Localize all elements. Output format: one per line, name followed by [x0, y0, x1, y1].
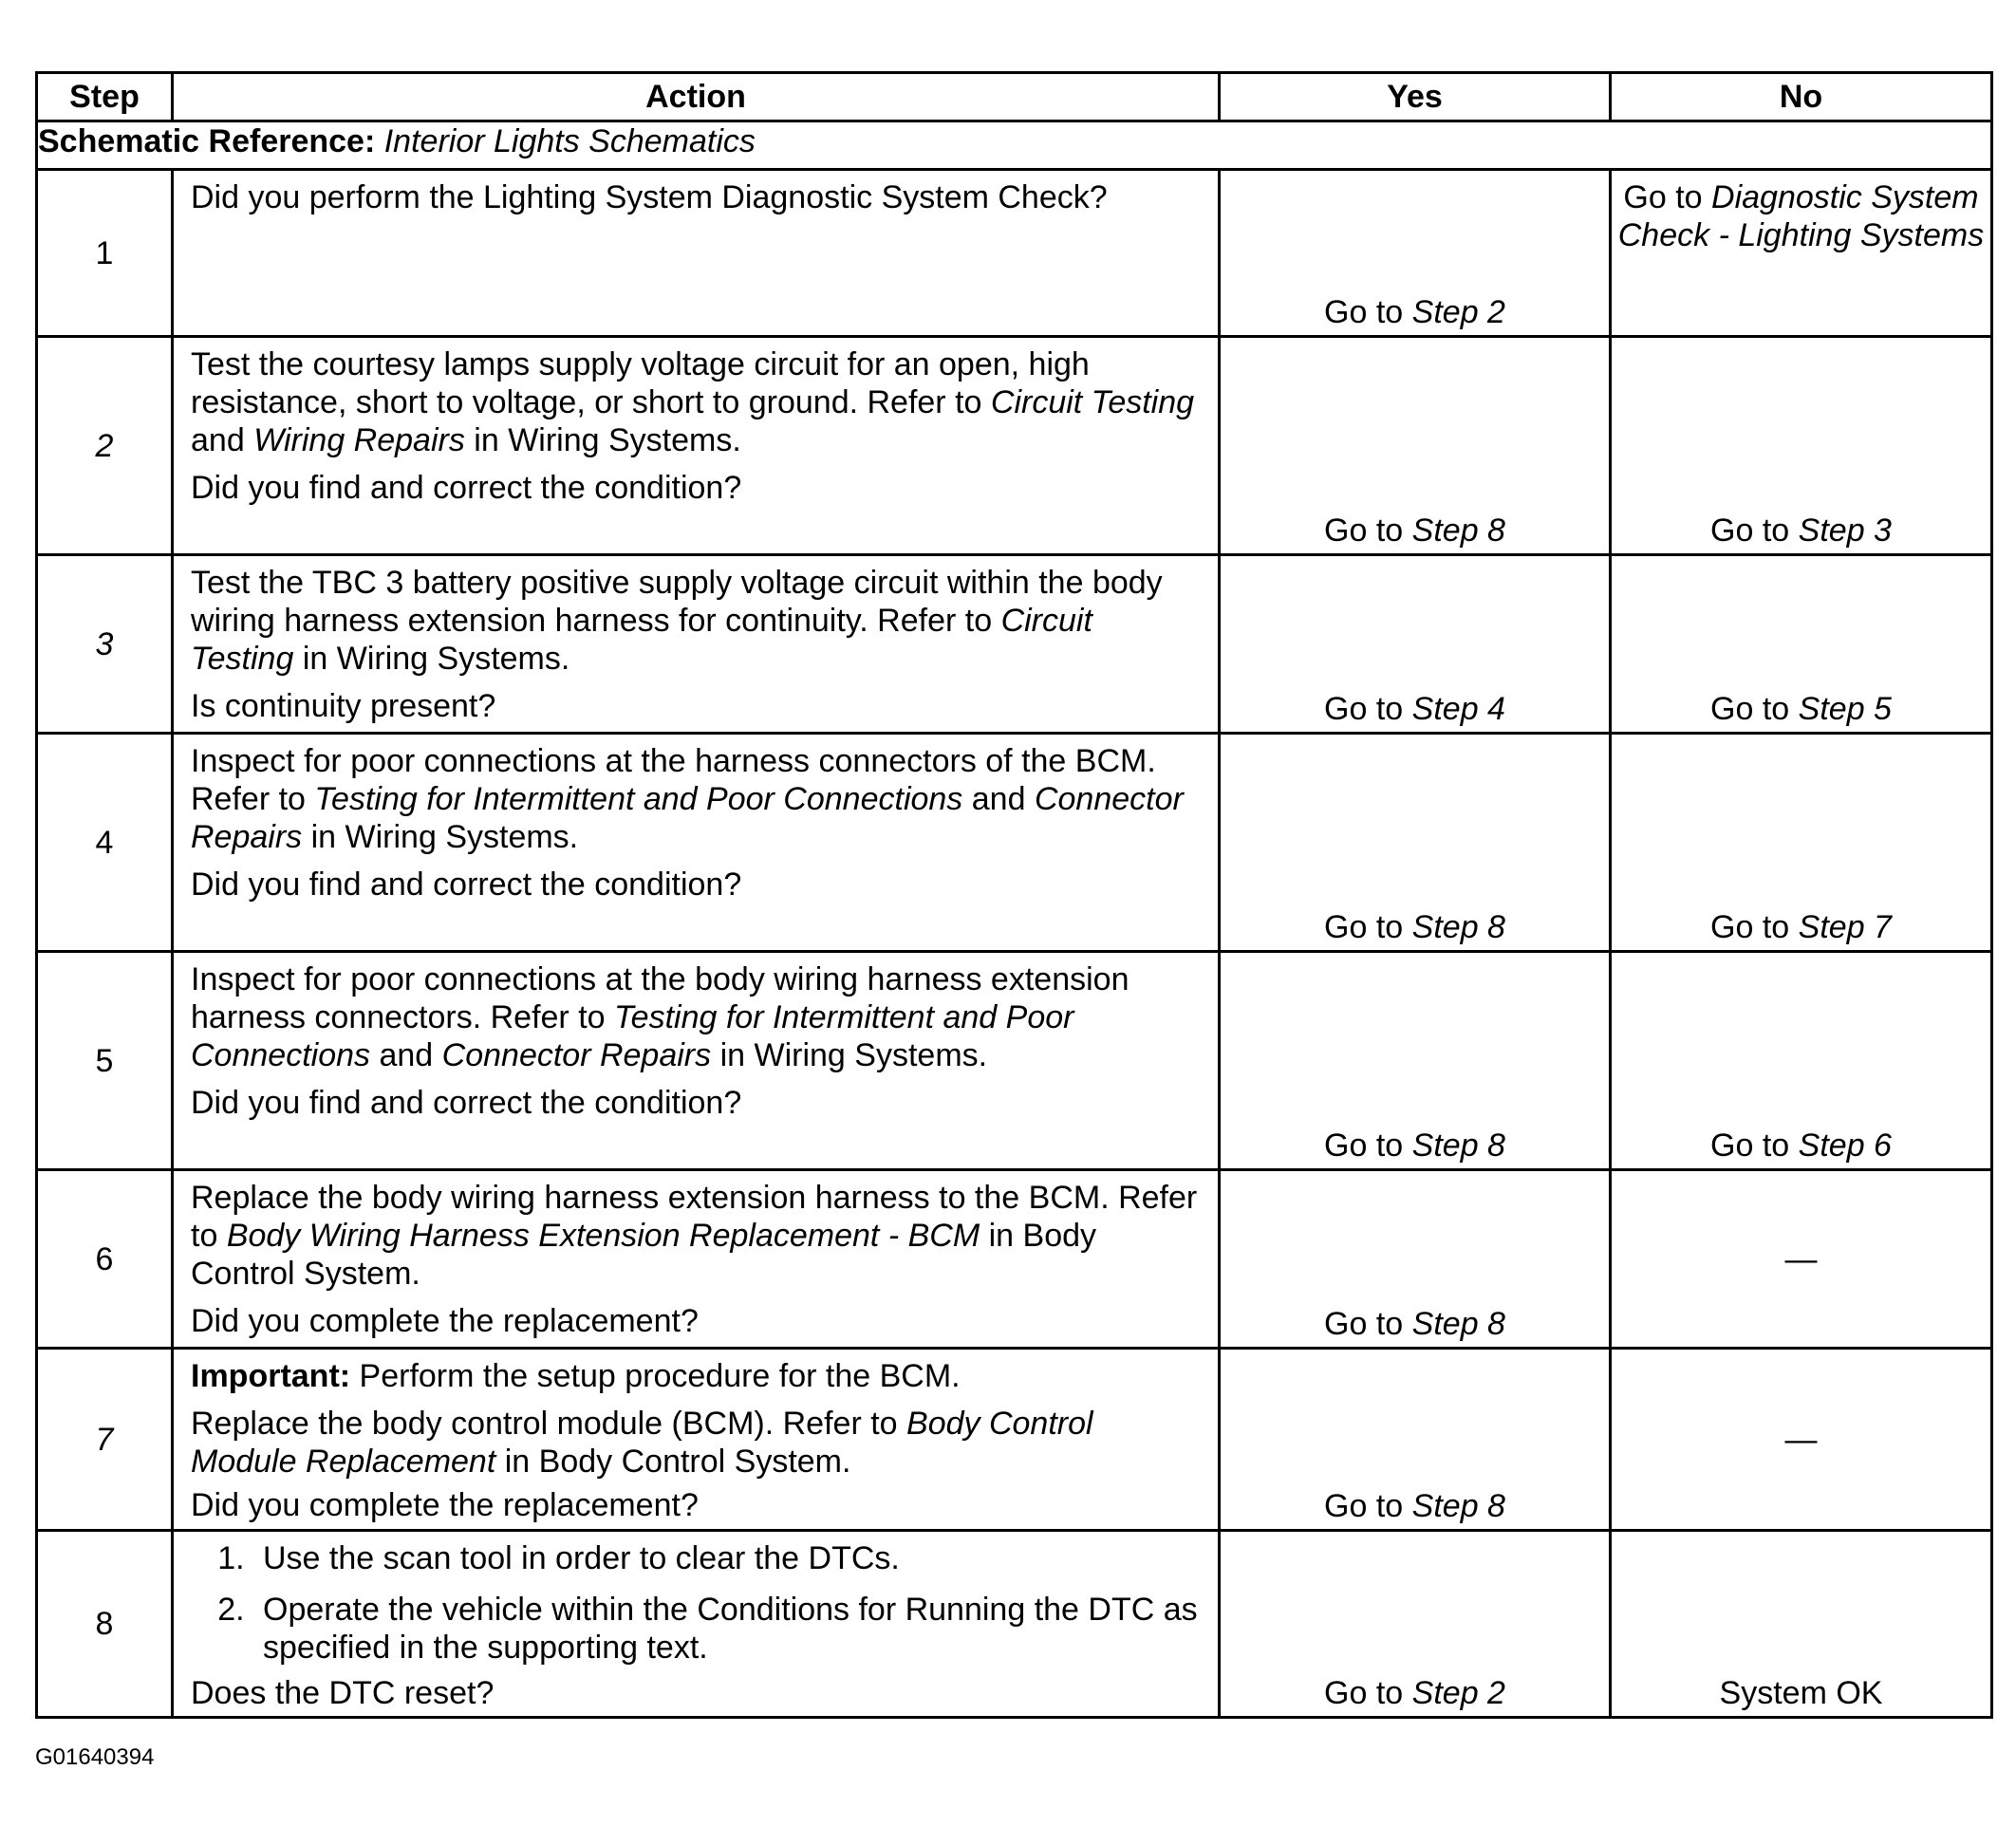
- action-cell: [173, 170, 1220, 337]
- table-row: [37, 1170, 1992, 1349]
- goto-label: Go to: [1623, 179, 1703, 215]
- yes-cell: [1220, 555, 1611, 734]
- yes-link[interactable]: Step 8: [1411, 909, 1505, 945]
- column-header-step: Step: [37, 73, 173, 121]
- no-dash: —: [1784, 1240, 1818, 1277]
- action-text-part: and: [191, 422, 245, 458]
- action-text-part: Replace the body wiring harness extension harness to the BCM. Refer to: [191, 1180, 1198, 1254]
- action-text-part: Inspect for poor connections at the body wiring harness extension harness connectors. Refer to: [191, 961, 1129, 1035]
- action-text-part: Test the courtesy lamps supply voltage circuit for an open, high resistance, short to voltage, or short to ground. Refer to: [191, 346, 1090, 420]
- goto-label: Go to: [1324, 691, 1404, 727]
- no-link[interactable]: Step 5: [1798, 691, 1892, 727]
- schematic-reference-row: [37, 121, 1992, 170]
- action-text: [191, 1179, 1203, 1293]
- goto-label: Go to: [1710, 512, 1790, 549]
- reference-link[interactable]: Circuit Testing: [990, 384, 1195, 420]
- yes-cell: [1220, 734, 1611, 952]
- no-link[interactable]: Step 7: [1798, 909, 1892, 945]
- yes-cell: [1220, 1531, 1611, 1718]
- table-header-row: [37, 73, 1992, 121]
- table-row: [37, 337, 1992, 555]
- action-text-part: in Body Control System.: [504, 1444, 851, 1480]
- goto-label: Go to: [1324, 1127, 1404, 1164]
- no-cell-empty: [1611, 1170, 1992, 1349]
- goto-label: Go to: [1710, 1127, 1790, 1164]
- no-cell: [1611, 1531, 1992, 1718]
- diagnostic-table: [35, 71, 1993, 1719]
- action-question: Did you complete the replacement?: [191, 1303, 699, 1339]
- no-cell: [1611, 555, 1992, 734]
- action-question: Did you complete the replacement?: [191, 1487, 699, 1523]
- table-row: [37, 734, 1992, 952]
- yes-link[interactable]: Step 8: [1411, 512, 1505, 549]
- action-question: Did you find and correct the condition?: [191, 866, 742, 903]
- action-question: Did you perform the Lighting System Diagnostic System Check?: [191, 179, 1108, 215]
- action-text-part: in Wiring Systems.: [302, 641, 570, 677]
- yes-cell: [1220, 1349, 1611, 1531]
- procedure-item: 1. Use the scan tool in order to clear the DTCs.: [253, 1539, 1203, 1577]
- reference-link[interactable]: Circuit Testing: [191, 603, 1092, 677]
- schematic-reference: [37, 121, 1992, 170]
- yes-link[interactable]: Step 8: [1411, 1488, 1505, 1524]
- no-link[interactable]: Diagnostic System Check - Lighting Systems: [1617, 179, 1985, 253]
- yes-link[interactable]: Step 8: [1411, 1127, 1505, 1164]
- step-number: 4: [37, 734, 173, 952]
- column-header-no: No: [1611, 73, 1992, 121]
- reference-link[interactable]: Connector Repairs: [441, 1037, 712, 1073]
- reference-link[interactable]: Connector Repairs: [191, 781, 1184, 855]
- goto-label: Go to: [1324, 1675, 1404, 1711]
- table-row: [37, 555, 1992, 734]
- action-cell: [173, 1349, 1220, 1531]
- figure-id: G01640394: [35, 1744, 155, 1770]
- no-cell: [1611, 952, 1992, 1170]
- action-question: Is continuity present?: [191, 688, 496, 724]
- no-link[interactable]: Step 3: [1798, 512, 1892, 549]
- reference-link[interactable]: Testing for Intermittent and Poor Connections: [314, 781, 963, 817]
- reference-link[interactable]: Body Wiring Harness Extension Replacement - BCM: [226, 1218, 980, 1254]
- action-cell: [173, 1170, 1220, 1349]
- action-cell: [173, 952, 1220, 1170]
- reference-link[interactable]: Wiring Repairs: [253, 422, 465, 458]
- goto-label: Go to: [1324, 512, 1404, 549]
- system-ok-text: System OK: [1719, 1675, 1883, 1711]
- no-link[interactable]: Step 6: [1798, 1127, 1892, 1164]
- table-row: [37, 1531, 1992, 1718]
- important-note: [191, 1357, 1203, 1395]
- action-text-part: in Body Control System.: [191, 1218, 1097, 1292]
- yes-link[interactable]: Step 2: [1411, 1675, 1505, 1711]
- action-text-part: Replace the body control module (BCM). Refer to: [191, 1406, 898, 1442]
- reference-link[interactable]: Body Control Module Replacement: [191, 1406, 1093, 1480]
- yes-link[interactable]: Step 2: [1411, 294, 1505, 330]
- table-row: [37, 170, 1992, 337]
- step-number: 7: [37, 1349, 173, 1531]
- schematic-reference-label: Schematic Reference:: [38, 123, 376, 159]
- goto-label: Go to: [1324, 909, 1404, 945]
- action-text: [191, 564, 1203, 678]
- schematic-reference-link[interactable]: Interior Lights Schematics: [383, 123, 756, 159]
- no-cell: [1611, 337, 1992, 555]
- action-text-part: in Wiring Systems.: [474, 422, 741, 458]
- action-question: Does the DTC reset?: [191, 1675, 495, 1711]
- goto-label: Go to: [1324, 294, 1404, 330]
- goto-label: Go to: [1324, 1306, 1404, 1342]
- action-text-part: and: [379, 1037, 434, 1073]
- table-row: [37, 952, 1992, 1170]
- action-text: [191, 345, 1203, 459]
- yes-link[interactable]: Step 4: [1411, 691, 1505, 727]
- diagnostic-page: [35, 71, 1990, 1719]
- action-cell: [173, 337, 1220, 555]
- action-text-part: in Wiring Systems.: [310, 819, 579, 855]
- important-label: Important:: [191, 1358, 351, 1394]
- column-header-action: Action: [173, 73, 1220, 121]
- table-row: [37, 1349, 1992, 1531]
- action-question: Did you find and correct the condition?: [191, 470, 742, 506]
- procedure-list: [191, 1539, 1203, 1667]
- action-text: [191, 742, 1203, 856]
- action-cell: [173, 555, 1220, 734]
- no-cell: [1611, 734, 1992, 952]
- goto-label: Go to: [1710, 691, 1790, 727]
- action-text: [191, 960, 1203, 1074]
- action-text-part: Inspect for poor connections at the harness connectors of the BCM. Refer to: [191, 743, 1156, 817]
- step-number: 6: [37, 1170, 173, 1349]
- important-text: Perform the setup procedure for the BCM.: [359, 1358, 961, 1394]
- yes-cell: [1220, 337, 1611, 555]
- no-cell-empty: [1611, 1349, 1992, 1531]
- action-cell: [173, 734, 1220, 952]
- step-number: 8: [37, 1531, 173, 1718]
- column-header-yes: Yes: [1220, 73, 1611, 121]
- step-number: 3: [37, 555, 173, 734]
- no-cell: [1611, 170, 1992, 337]
- action-cell: [173, 1531, 1220, 1718]
- action-text-part: and: [971, 781, 1026, 817]
- step-number: 5: [37, 952, 173, 1170]
- step-number: 1: [37, 170, 173, 337]
- yes-cell: [1220, 952, 1611, 1170]
- step-number: 2: [37, 337, 173, 555]
- action-text-part: Test the TBC 3 battery positive supply voltage circuit within the body wiring harness extension harness for continuity. Refer to: [191, 565, 1163, 639]
- procedure-item: 2. Operate the vehicle within the Conditions for Running the DTC as specified in the supporting text.: [253, 1591, 1203, 1667]
- yes-link[interactable]: Step 8: [1411, 1306, 1505, 1342]
- goto-label: Go to: [1324, 1488, 1404, 1524]
- yes-cell: [1220, 1170, 1611, 1349]
- no-dash: —: [1784, 1421, 1818, 1458]
- action-question: Did you find and correct the condition?: [191, 1085, 742, 1121]
- yes-cell: [1220, 170, 1611, 337]
- action-text: [191, 1405, 1203, 1481]
- goto-label: Go to: [1710, 909, 1790, 945]
- action-text-part: in Wiring Systems.: [719, 1037, 988, 1073]
- reference-link[interactable]: Testing for Intermittent and Poor Connections: [191, 999, 1074, 1073]
